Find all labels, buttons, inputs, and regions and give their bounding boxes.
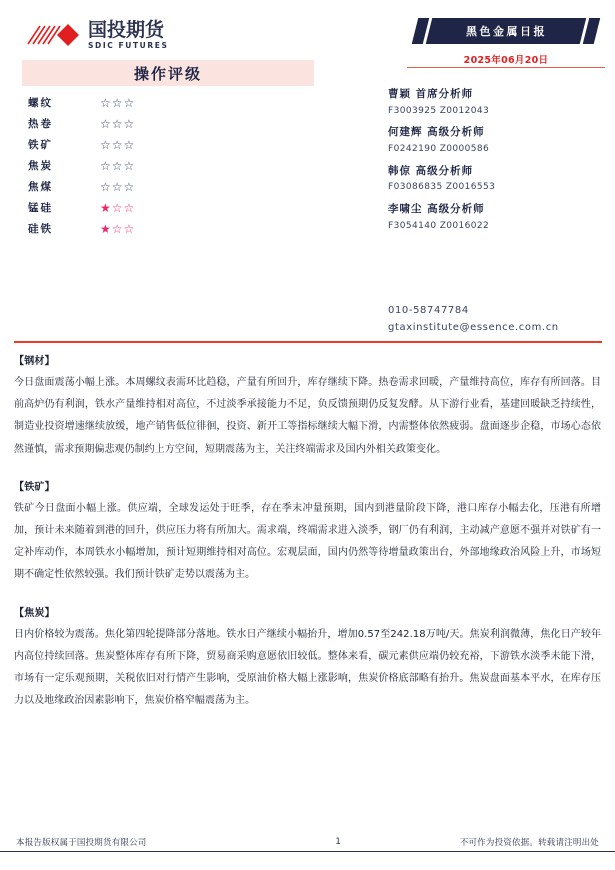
logo-text-en: SDIC FUTURES (88, 40, 169, 50)
contact-email[interactable]: gtaxinstitute@essence.com.cn (388, 322, 559, 333)
analyst-entry (388, 126, 608, 155)
company-logo (26, 18, 168, 52)
rating-list (28, 92, 328, 239)
banner-accent-right (583, 18, 600, 44)
rating-stars: ☆☆☆ (100, 158, 136, 173)
logo-diamond-icon (26, 22, 82, 48)
section-steel (14, 352, 601, 461)
section-body: 今日盘面震荡小幅上涨。本周螺纹表需环比趋稳，产量有所回升，库存继续下降。热卷需求回暖，产量维持高位，库存有所回落。目前高炉仍有利润，铁水产量维持相对高位，不过淡季承接能力不足，负反馈预期仍反复发酵。从下游行业看，基建回暖缺乏持续性，制造业投资增速继续放缓，地产销售低位徘徊，投资、新开工等指标继续大幅下滑，内需整体依然疲弱。盘面逐步企稳，市场心态依然谨慎，需求预期偏悲观仍制约上方空间，短期震荡为主，关注终端需求及国内外相关政策变化。 (14, 377, 601, 455)
rating-item-label: 焦炭 (28, 160, 53, 172)
section-body: 铁矿今日盘面小幅上涨。供应端，全球发运处于旺季，存在季末冲量预期，国内到港量阶段下降，港口库存小幅去化，压港有所增加，预计未来随着到港的回升，供应压力将有所加大。需求端，终端需求进入淡季，钢厂仍有利润，主动减产意愿不强并对铁矿有一定补库动作，本周铁水小幅增加，预计短期维持相对高位。宏观层面，国内仍然等待增量政策出台，外部地缘政治风险上升，市场短期不确定性依然较强。我们预计铁矿走势以震荡为主。 (14, 502, 601, 581)
analyst-name: 何建辉 高级分析师 (388, 126, 485, 139)
rating-row (28, 197, 328, 218)
rating-stars: ★☆☆ (100, 221, 136, 236)
rating-row (28, 218, 328, 239)
rating-stars: ☆☆☆ (100, 116, 136, 131)
analyst-license-code: F3054140 Z0016022 (388, 220, 490, 231)
section-title: 【钢材】 (14, 356, 55, 367)
section-iron-ore (14, 478, 601, 587)
analyst-license-code: F03086835 Z0016553 (388, 182, 496, 193)
rating-item-label: 螺纹 (28, 97, 53, 109)
section-coke (14, 604, 601, 713)
contact-phone: 010-58747784 (388, 305, 469, 316)
rating-row (28, 155, 328, 176)
footer-page-number: 1 (335, 837, 341, 847)
rating-row (28, 113, 328, 134)
report-date: 2025年06月20日 (463, 55, 549, 66)
rating-panel-title-text: 操作评级 (133, 64, 202, 83)
contact-block (388, 302, 615, 336)
rating-row (28, 134, 328, 155)
banner-body (426, 18, 586, 44)
analyst-name: 李啸尘 高级分析师 (388, 202, 485, 215)
analyst-name: 韩倞 高级分析师 (388, 164, 474, 177)
rating-item-label: 铁矿 (28, 139, 53, 151)
section-body: 日内价格较为震荡。焦化第四轮提降部分落地。铁水日产继续小幅抬升，增加0.57至242.18万吨/天。焦炭利润微薄，焦化日产较年内高位持续回落。焦炭整体库存有所下降，贸易商采购意愿依旧较低。整体来看，碳元素供应端仍较充裕，下游铁水淡季未能下滑，市场有一定乐观预期，关税依旧对行情产生影响，受原油价格大幅上涨影响，焦炭价格底部略有抬升。焦炭盘面基本平水，在库存压力以及地缘政治因素影响下，焦炭价格窄幅震荡为主。 (14, 628, 601, 707)
analyst-license-code: F0242190 Z0000586 (388, 143, 490, 154)
logo-text-cn: 国投期货 (88, 18, 165, 41)
header-divider (14, 341, 602, 343)
section-title: 【焦炭】 (14, 607, 55, 619)
footer-divider (0, 851, 615, 852)
rating-stars: ☆☆☆ (100, 179, 136, 194)
rating-item-label: 锰硅 (28, 202, 53, 214)
footer-copyright: 本报告版权属于国投期货有限公司 (16, 838, 147, 848)
report-footer (0, 836, 615, 848)
rating-stars: ☆☆☆ (100, 95, 136, 110)
analyst-license-code: F3003925 Z0012043 (388, 105, 490, 116)
rating-item-label: 热卷 (28, 118, 53, 130)
rating-item-label: 焦煤 (28, 181, 53, 193)
analyst-entry (388, 88, 608, 117)
rating-row (28, 92, 328, 113)
analyst-list (388, 88, 608, 241)
analyst-entry (388, 203, 608, 232)
rating-panel-title (22, 60, 314, 86)
rating-stars: ★☆☆ (100, 200, 136, 215)
rating-row (28, 176, 328, 197)
rating-stars: ☆☆☆ (100, 137, 136, 152)
analyst-entry (388, 165, 608, 194)
rating-item-label: 硅铁 (28, 223, 53, 235)
analyst-name: 曹颖 首席分析师 (388, 88, 474, 100)
report-date-underline (407, 67, 605, 68)
report-title-banner (415, 18, 597, 44)
footer-disclaimer: 不可作为投资依据。转载请注明出处 (459, 838, 599, 848)
report-title-text: 黑色金属日报 (465, 25, 547, 38)
section-title: 【铁矿】 (14, 481, 55, 493)
report-content (0, 352, 615, 729)
report-header (0, 0, 615, 345)
